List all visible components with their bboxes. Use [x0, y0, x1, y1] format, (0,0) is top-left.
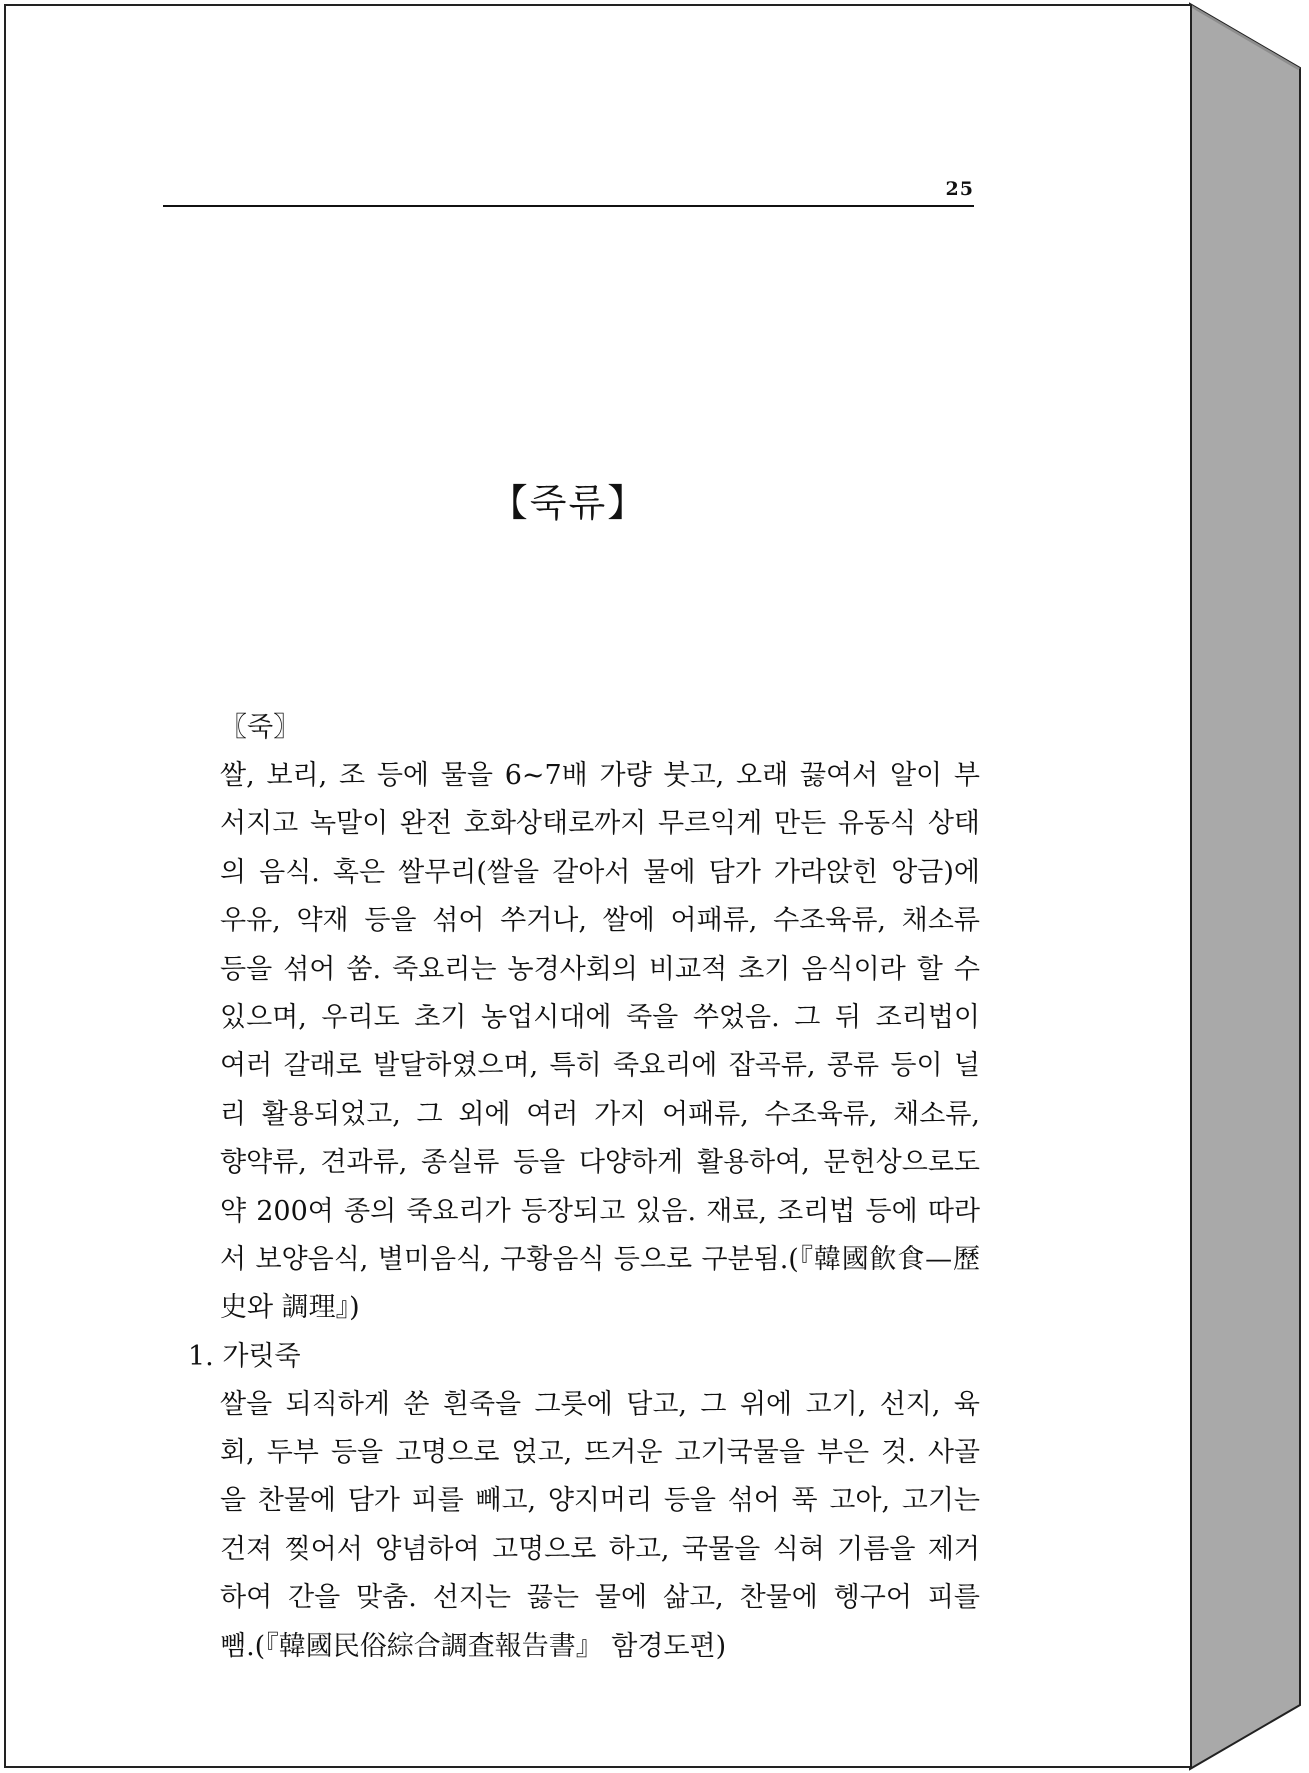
entry-garitjuk: [160, 1333, 980, 1671]
entry-description: [220, 752, 980, 1333]
text-line: 건져 찢어서 양념하여 고명으로 하고, 국물을 식혀 기름을 제거: [220, 1533, 980, 1565]
text-line: 의 음식. 혹은 쌀무리(쌀을 갈아서 물에 담가 가라앉힌 앙금)에: [220, 856, 980, 888]
text-line: 을 찬물에 담가 피를 빼고, 양지머리 등을 섞어 푹 고아, 고기는: [220, 1485, 980, 1517]
text-line: 약 200여 종의 죽요리가 등장되고 있음. 재료, 조리법 등에 따라: [220, 1195, 980, 1227]
section-title: 【죽류】: [489, 481, 648, 525]
text-line: 회, 두부 등을 고명으로 얹고, 뜨거운 고기국물을 부은 것. 사골: [220, 1437, 980, 1469]
entries-content: [160, 704, 980, 1671]
text-line: 쌀을 되직하게 쑨 흰죽을 그릇에 담고, 그 위에 고기, 선지, 육: [220, 1388, 980, 1420]
text-line: 등을 섞어 쑴. 죽요리는 농경사회의 비교적 초기 음식이라 할 수: [220, 953, 980, 985]
entry-heading: 〖죽〗: [220, 712, 301, 743]
page-number: 25: [945, 178, 974, 200]
text-line: 리 활용되었고, 그 외에 여러 가지 어패류, 수조육류, 채소류,: [220, 1098, 980, 1130]
text-line: 뺌.(『韓國民俗綜合調査報告書』 함경도편): [220, 1630, 727, 1662]
text-line: 우유, 약재 등을 섞어 쑤거나, 쌀에 어패류, 수조육류, 채소류: [220, 905, 980, 937]
text-line: 쌀, 보리, 조 등에 물을 6~7배 가량 붓고, 오래 끓여서 알이 부: [220, 760, 980, 791]
text-line: 여러 갈래로 발달하였으며, 특히 죽요리에 잡곡류, 콩류 등이 널: [220, 1050, 980, 1082]
entry-juk: [160, 704, 980, 1333]
text-line: 서 보양음식, 별미음식, 구황음식 등으로 구분됨.(『韓國飮食—歷: [220, 1243, 980, 1275]
entry-heading: 1. 가릿죽: [188, 1340, 301, 1372]
text-line: 서지고 녹말이 완전 호화상태로까지 무르익게 만든 유동식 상태: [220, 808, 980, 840]
text-line: 있으며, 우리도 초기 농업시대에 죽을 쑤었음. 그 뒤 조리법이: [220, 1001, 980, 1033]
text-line: 하여 간을 맞춤. 선지는 끓는 물에 삶고, 찬물에 헹구어 피를: [220, 1582, 980, 1614]
header-rule: [163, 205, 974, 207]
text-line: 史와 調理』): [220, 1292, 360, 1324]
entry-description: [220, 1381, 980, 1671]
text-line: 향약류, 견과류, 종실류 등을 다양하게 활용하여, 문헌상으로도: [220, 1147, 980, 1179]
